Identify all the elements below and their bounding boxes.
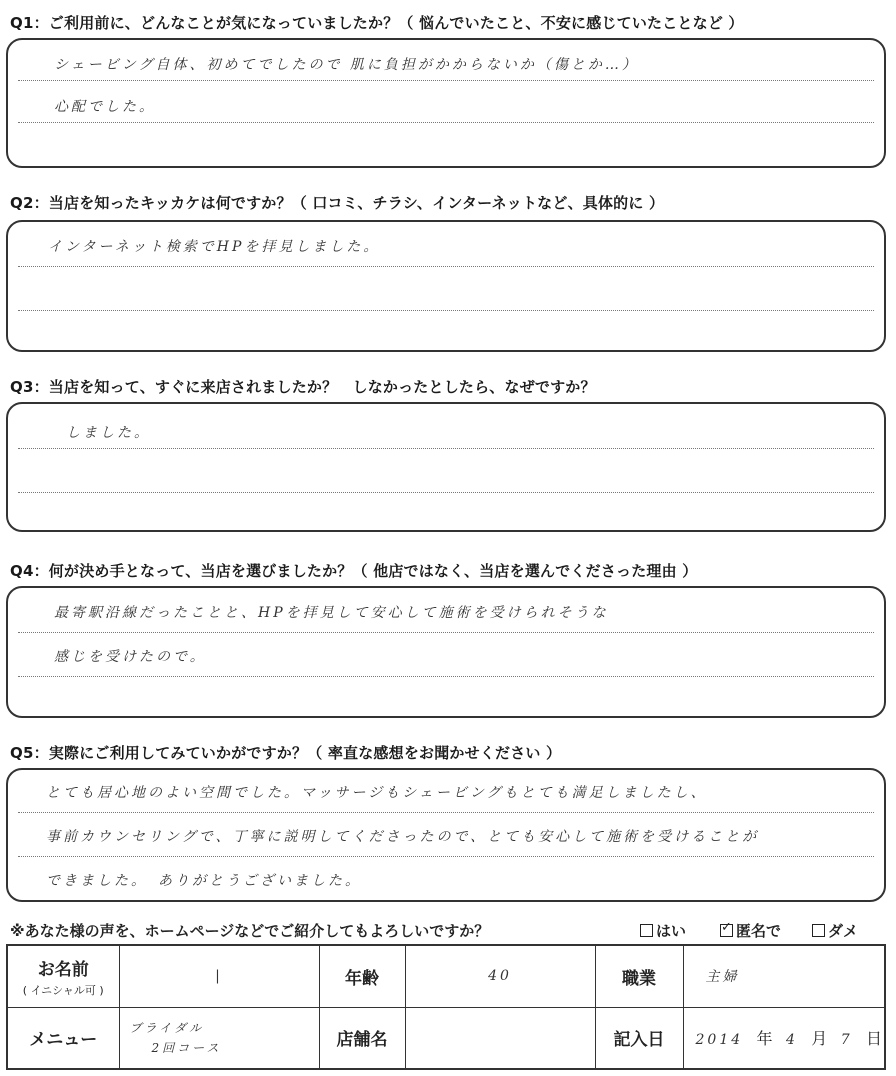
date-year: 2014 — [695, 1032, 744, 1049]
menu-label: メニュー — [7, 1007, 119, 1069]
job-value: 主婦 — [683, 945, 885, 1007]
answer-box-2 — [6, 220, 886, 352]
date-month-unit: 月 — [811, 1029, 828, 1049]
answer-box-1 — [6, 38, 886, 168]
store-label: 店舗名 — [319, 1007, 405, 1069]
menu-value-line-1: ブライダル — [129, 1020, 205, 1035]
answer-box-4 — [6, 586, 886, 718]
question-4-label: Q4：何が決め手となって、当店を選びましたか？（ 他店ではなく、当店を選んでくださった理由 ） — [10, 562, 698, 580]
answer-2-line-1: インターネット検索でHPを拝見しました。 — [48, 239, 381, 255]
answer-5-line-2: 事前カウンセリングで、丁寧に説明してくださったので、とても安心して施術を受けることが — [46, 829, 760, 845]
date-year-unit: 年 — [756, 1029, 773, 1049]
question-5-label: Q5：実際にご利用してみていかがですか？（ 率直な感想をお聞かせください ） — [10, 744, 562, 762]
answer-4-line-1: 最寄駅沿線だったことと、HPを拝見して安心して施術を受けられそうな — [54, 605, 609, 621]
date-day-unit: 日 — [866, 1029, 883, 1049]
date-value — [683, 1007, 885, 1069]
consent-option-yes[interactable]: はい — [640, 920, 686, 941]
date-label: 記入日 — [595, 1007, 683, 1069]
question-3-label: Q3：当店を知って、すぐに来店されましたか？ しなかったとしたら、なぜですか？ — [10, 378, 596, 396]
checkbox-icon — [812, 924, 825, 937]
answer-5-line-1: とても居心地のよい空間でした。マッサージもシェービングもとても満足しましたし、 — [46, 785, 708, 801]
answer-4-line-2: 感じを受けたので。 — [54, 649, 207, 665]
answer-1-line-1: シェービング自体、初めてでしたので 肌に負担がかからないか（傷とか…） — [54, 57, 639, 73]
answer-box-3 — [6, 402, 886, 532]
age-label: 年齢 — [319, 945, 405, 1007]
question-1-label: Q1：ご利用前に、どんなことが気になっていましたか？（ 悩んでいたこと、不安に感じていたことなど ） — [10, 14, 744, 32]
answer-3-line-1: しました。 — [66, 425, 151, 441]
menu-value-line-2: 2回コース — [151, 1040, 222, 1055]
menu-value — [119, 1007, 319, 1069]
consent-question: ※あなた様の声を、ホームページなどでご紹介してもよろしいですか？ — [10, 922, 490, 940]
question-2-label: Q2：当店を知ったキッカケは何ですか？（ 口コミ、チラシ、インターネットなど、具体的に ） — [10, 194, 665, 212]
age-value: 40 — [405, 945, 595, 1007]
name-value: | — [119, 945, 319, 1007]
consent-option-anonymous[interactable]: ✓ 匿名で — [720, 920, 781, 941]
answer-box-5 — [6, 768, 886, 902]
job-label: 職業 — [595, 945, 683, 1007]
store-value — [405, 1007, 595, 1069]
consent-option-no[interactable]: ダメ — [812, 920, 858, 941]
customer-info-table — [6, 944, 886, 1070]
answer-5-line-3: できました。 ありがとうございました。 — [46, 873, 362, 889]
checkbox-icon — [640, 924, 653, 937]
date-month: 4 — [785, 1032, 798, 1049]
name-sub-label: ( イニシャル可 ) — [22, 983, 104, 997]
name-label: お名前 ( イニシャル可 ) — [7, 945, 119, 1007]
answer-1-line-2: 心配でした。 — [54, 99, 156, 115]
checkbox-checked-icon — [720, 924, 733, 937]
date-day: 7 — [840, 1032, 853, 1049]
